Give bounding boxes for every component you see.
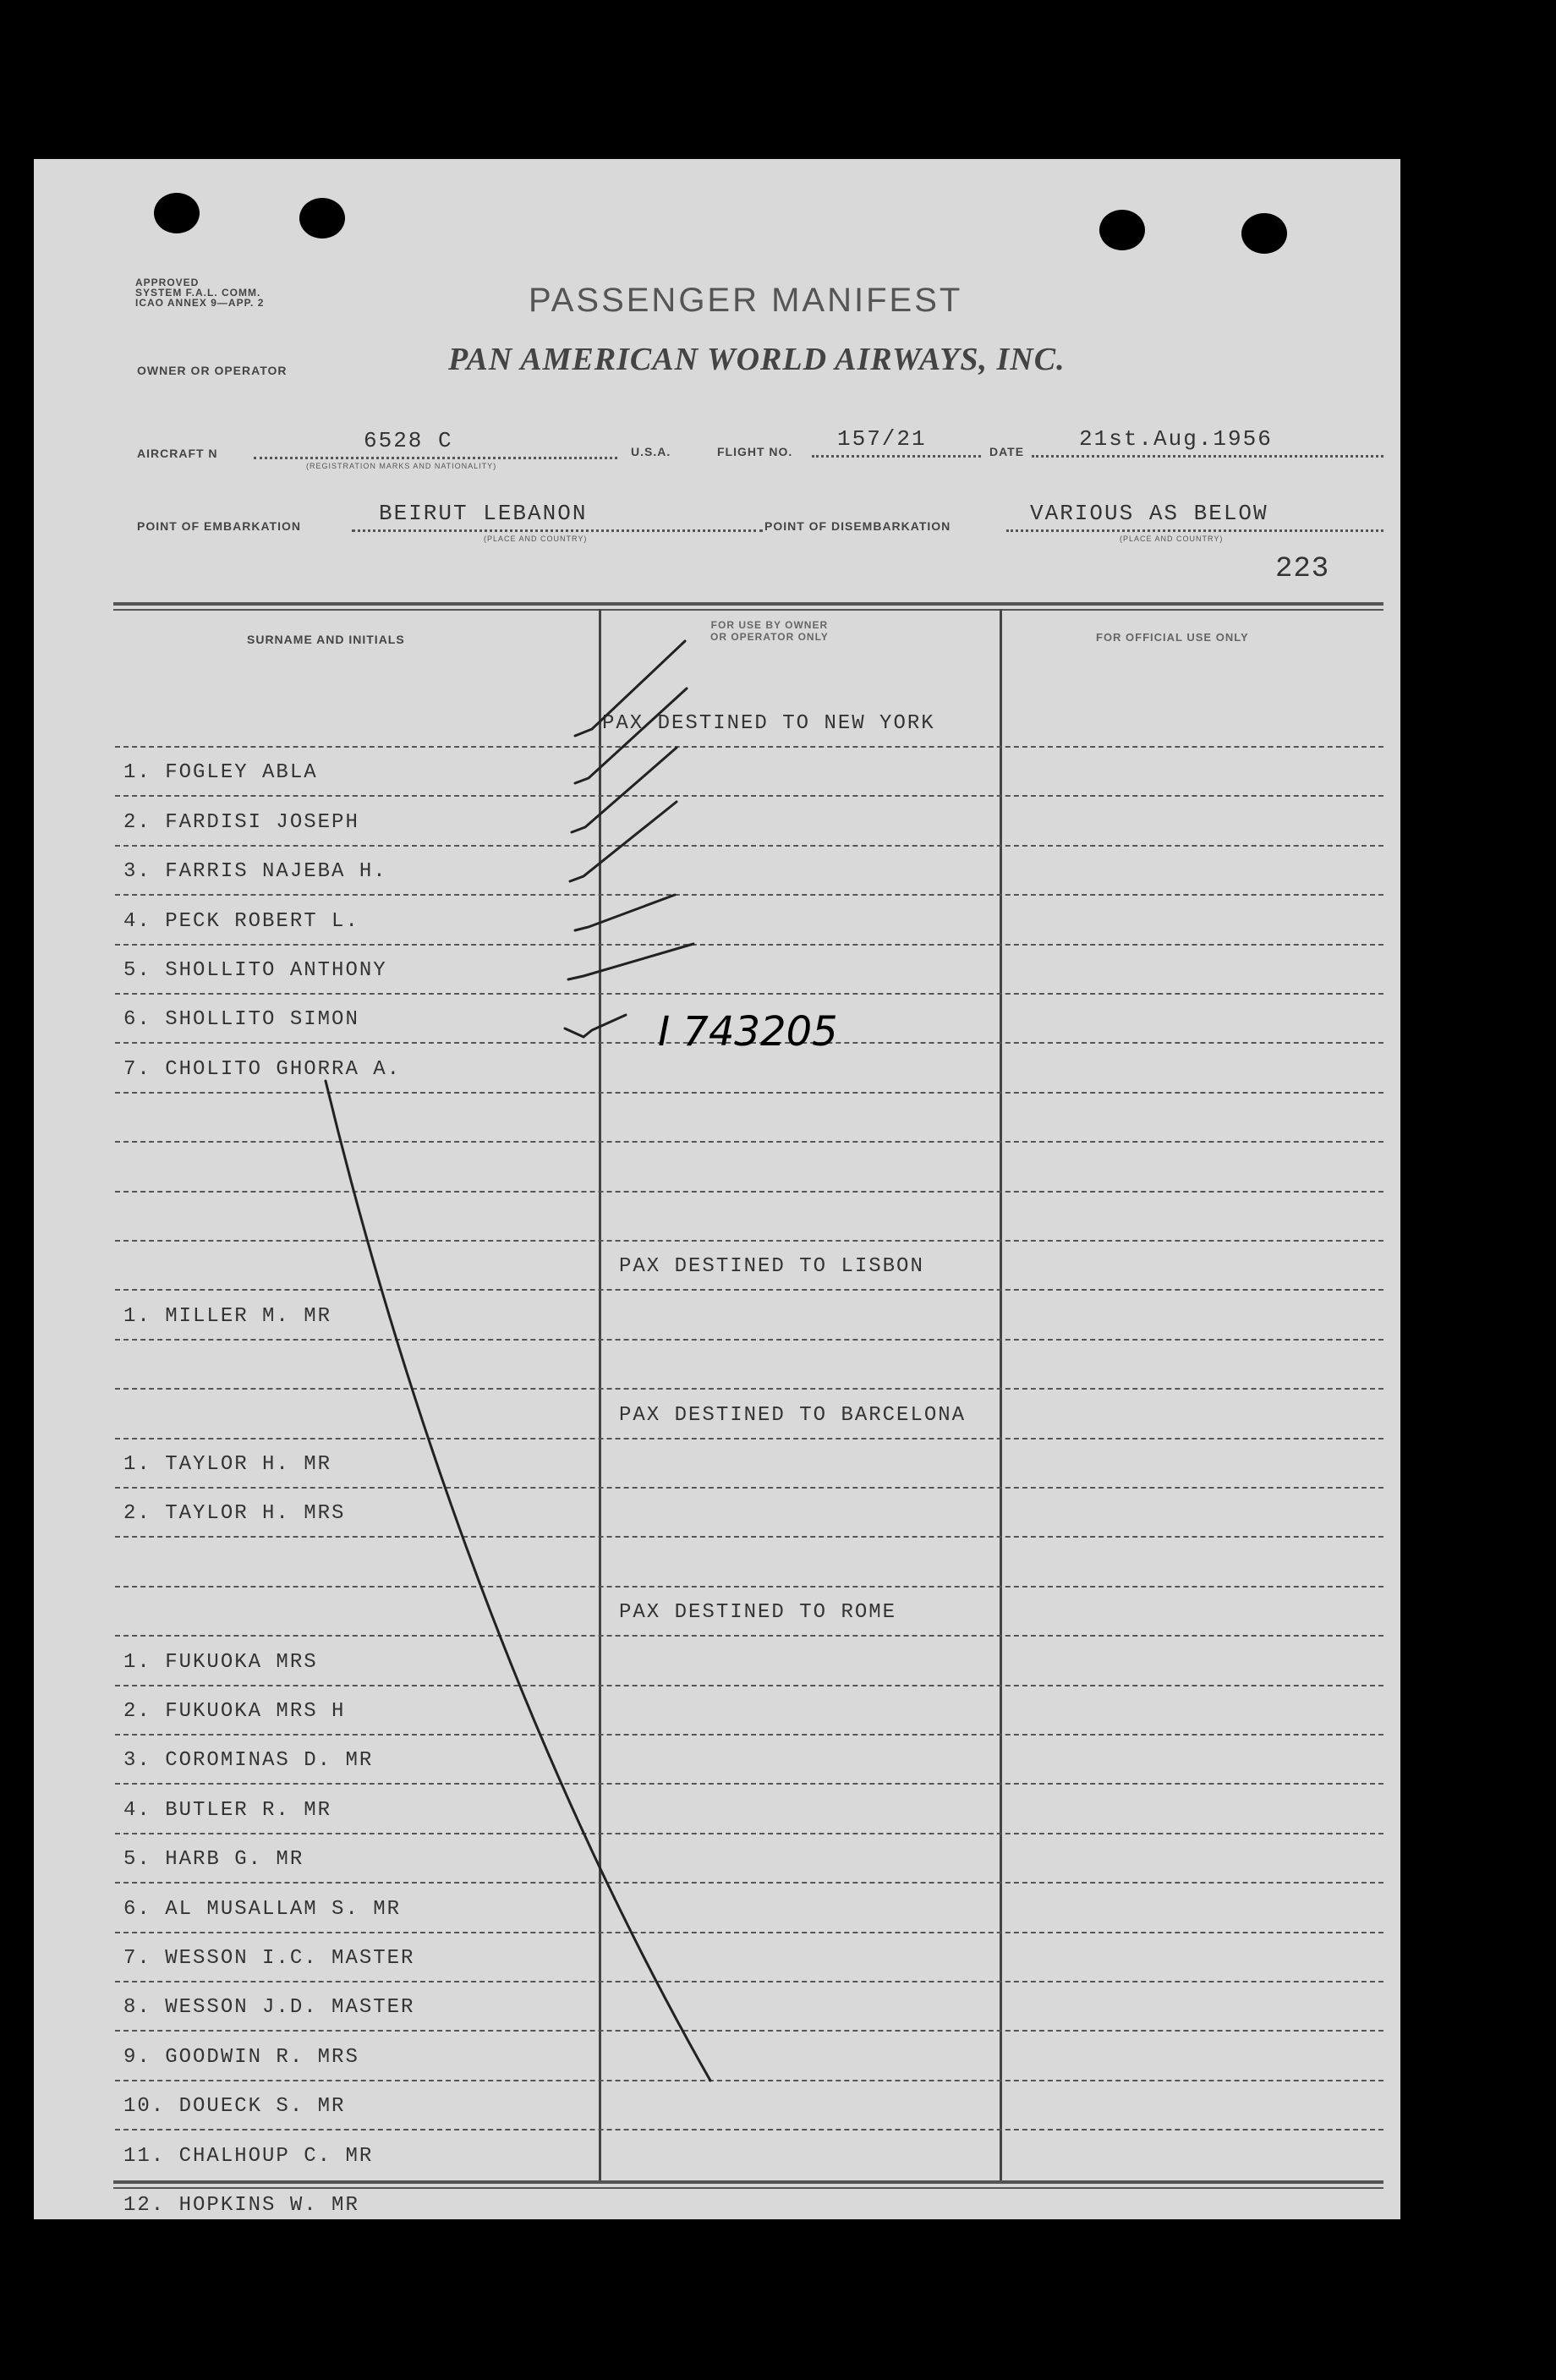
passenger-row: 7. CHOLITO GHORRA A. [123, 1057, 402, 1081]
operator-name: PAN AMERICAN WORLD AIRWAYS, INC. [448, 342, 1066, 377]
handwriting-layer [34, 159, 1400, 2219]
embark-note: (PLACE AND COUNTRY) [484, 535, 588, 543]
passenger-row: 4. PECK ROBERT L. [123, 909, 359, 933]
manifest-page [34, 159, 1400, 2219]
passenger-row: 10. DOUECK S. MR [123, 2095, 346, 2119]
approval-line: ICAO ANNEX 9—APP. 2 [135, 297, 265, 309]
date-value: 21st.Aug.1956 [1079, 426, 1273, 452]
passenger-row: 5. SHOLLITO ANTHONY [123, 959, 387, 982]
disembark-value: VARIOUS AS BELOW [1030, 501, 1268, 526]
passenger-row: 7. WESSON I.C. MASTER [123, 1947, 415, 1970]
flight-label: FLIGHT NO. [717, 445, 793, 458]
strike-line [326, 1081, 710, 2081]
passenger-row: 1. FOGLEY ABLA [123, 761, 318, 785]
check-mark [575, 641, 685, 736]
page-title: PASSENGER MANIFEST [529, 282, 963, 319]
owner-label: OWNER OR OPERATOR [137, 364, 288, 377]
passenger-row: 8. WESSON J.D. MASTER [123, 1996, 415, 2020]
nationality: U.S.A. [631, 445, 671, 458]
col-header-owner-line: FOR USE BY OWNER [710, 619, 829, 631]
destination-heading: PAX DESTINED TO LISBON [619, 1255, 924, 1279]
destination-heading: PAX DESTINED TO BARCELONA [619, 1403, 967, 1427]
passenger-row: 1. TAYLOR H. MR [123, 1453, 332, 1476]
check-mark [572, 748, 677, 832]
aircraft-value: 6528 C [364, 428, 453, 453]
aircraft-label: AIRCRAFT N [137, 447, 218, 460]
approval-line: SYSTEM F.A.L. COMM. [135, 287, 261, 299]
passenger-row: 1. MILLER M. MR [123, 1304, 332, 1328]
destination-heading: PAX DESTINED TO NEW YORK [602, 712, 935, 735]
passenger-row: 9. GOODWIN R. MRS [123, 2045, 359, 2069]
passenger-row: 6. AL MUSALLAM S. MR [123, 1897, 402, 1921]
passenger-row: 6. SHOLLITO SIMON [123, 1008, 359, 1032]
passenger-row: 11. CHALHOUP C. MR [123, 2144, 374, 2168]
col-header-official: FOR OFFICIAL USE ONLY [1096, 631, 1249, 644]
disembark-note: (PLACE AND COUNTRY) [1120, 535, 1224, 543]
passenger-row: 3. COROMINAS D. MR [123, 1749, 374, 1773]
date-label: DATE [989, 445, 1025, 458]
disembark-label: POINT OF DISEMBARKATION [764, 519, 951, 533]
handwritten-note: I 743205 [658, 1008, 838, 1056]
check-mark [575, 895, 675, 930]
check-mark [570, 802, 677, 881]
col-header-surname: SURNAME AND INITIALS [247, 633, 405, 646]
check-mark [568, 944, 693, 979]
passenger-row: 1. FUKUOKA MRS [123, 1650, 318, 1674]
check-mark [575, 688, 687, 783]
approval-line: APPROVED [135, 277, 200, 288]
embark-value: BEIRUT LEBANON [379, 501, 588, 526]
passenger-row: 2. FUKUOKA MRS H [123, 1700, 346, 1723]
passenger-row: 5. HARB G. MR [123, 1848, 304, 1872]
passenger-row: 4. BUTLER R. MR [123, 1798, 332, 1822]
flight-value: 157/21 [837, 426, 927, 452]
col-header-owner-line: OR OPERATOR ONLY [710, 631, 829, 643]
passenger-row: 2. TAYLOR H. MRS [123, 1502, 346, 1526]
passenger-row: 12. HOPKINS W. MR [123, 2194, 359, 2217]
embark-label: POINT OF EMBARKATION [137, 519, 301, 533]
aircraft-note: (REGISTRATION MARKS AND NATIONALITY) [306, 462, 497, 470]
destination-heading: PAX DESTINED TO ROME [619, 1601, 897, 1625]
page-number: 223 [1275, 553, 1330, 585]
passenger-row: 2. FARDISI JOSEPH [123, 810, 359, 834]
check-marks [326, 641, 710, 2081]
check-mark [565, 1015, 626, 1037]
passenger-row: 3. FARRIS NAJEBA H. [123, 860, 387, 884]
